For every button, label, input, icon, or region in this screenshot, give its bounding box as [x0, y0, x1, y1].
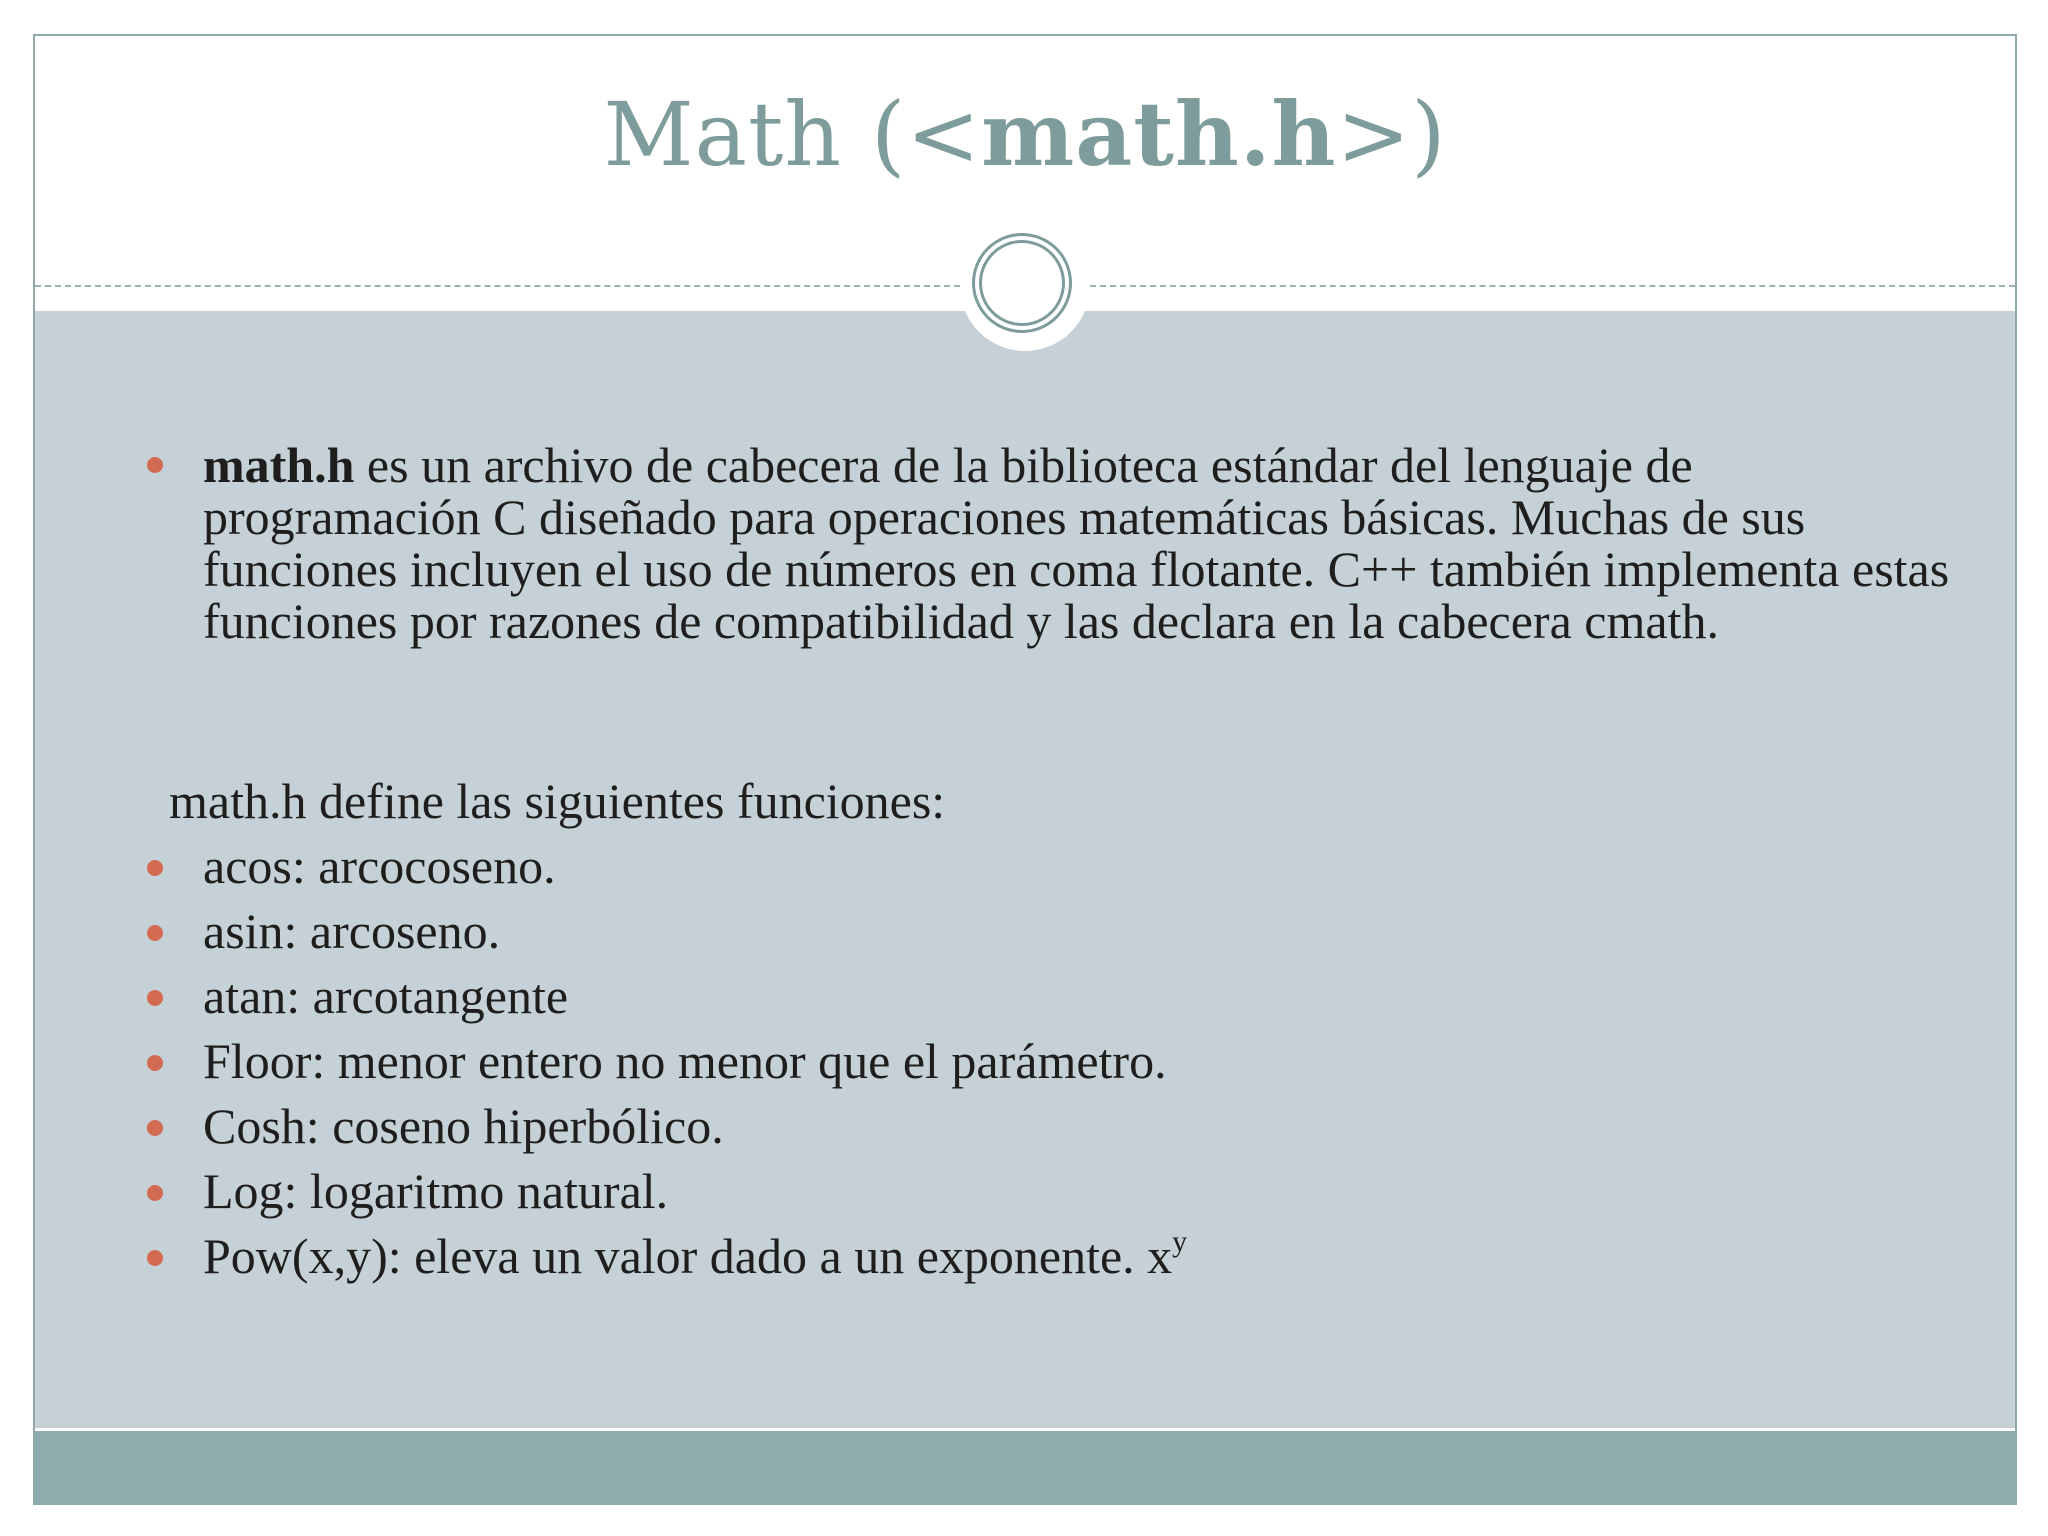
title-prefix: Math (<	[603, 83, 982, 186]
bullet-dot	[147, 457, 163, 473]
function-item-cosh: Cosh: coseno hiperbólico.	[203, 1098, 724, 1154]
paragraph-text: es un archivo de cabecera de la biblioteca estándar del lenguaje de programación C diseñado para operaciones matemáticas básicas. Muchas de sus funciones incluyen el uso de números en coma flotante. C++ también implementa estas funciones por razones de compatibilidad y las declara en la cabecera cmath.	[203, 437, 1950, 649]
divider-right	[1090, 285, 2015, 287]
bullet-dot	[147, 1250, 163, 1266]
function-item-pow	[203, 1226, 1187, 1286]
pow-superscript: y	[1172, 1225, 1188, 1258]
bullet-dot	[147, 1055, 163, 1071]
paragraph-bold: math.h	[203, 437, 355, 493]
pow-text: Pow(x,y): eleva un valor dado a un exponente. x	[203, 1228, 1173, 1284]
function-item-log: Log: logaritmo natural.	[203, 1163, 669, 1219]
medallion-inner-ring	[979, 240, 1065, 326]
slide	[33, 34, 2017, 1505]
bullet-dot	[147, 925, 163, 941]
function-item-acos: acos: arcocoseno.	[203, 838, 556, 894]
bullet-dot	[147, 1120, 163, 1136]
bullet-dot	[147, 990, 163, 1006]
content-area	[35, 311, 2015, 1428]
bullet-dot	[147, 1185, 163, 1201]
footer-band	[35, 1431, 2015, 1503]
description-paragraph	[203, 439, 1963, 647]
slide-title	[35, 82, 2015, 188]
function-item-atan: atan: arcotangente	[203, 968, 569, 1024]
bullet-dot	[147, 860, 163, 876]
title-medallion	[960, 221, 1090, 351]
title-bold: math.h	[981, 82, 1337, 186]
functions-intro: math.h define las siguientes funciones:	[169, 773, 946, 829]
title-suffix: >)	[1336, 83, 1447, 186]
function-item-floor: Floor: menor entero no menor que el parámetro.	[203, 1033, 1167, 1089]
function-item-asin: asin: arcoseno.	[203, 903, 501, 959]
divider-left	[35, 285, 960, 287]
